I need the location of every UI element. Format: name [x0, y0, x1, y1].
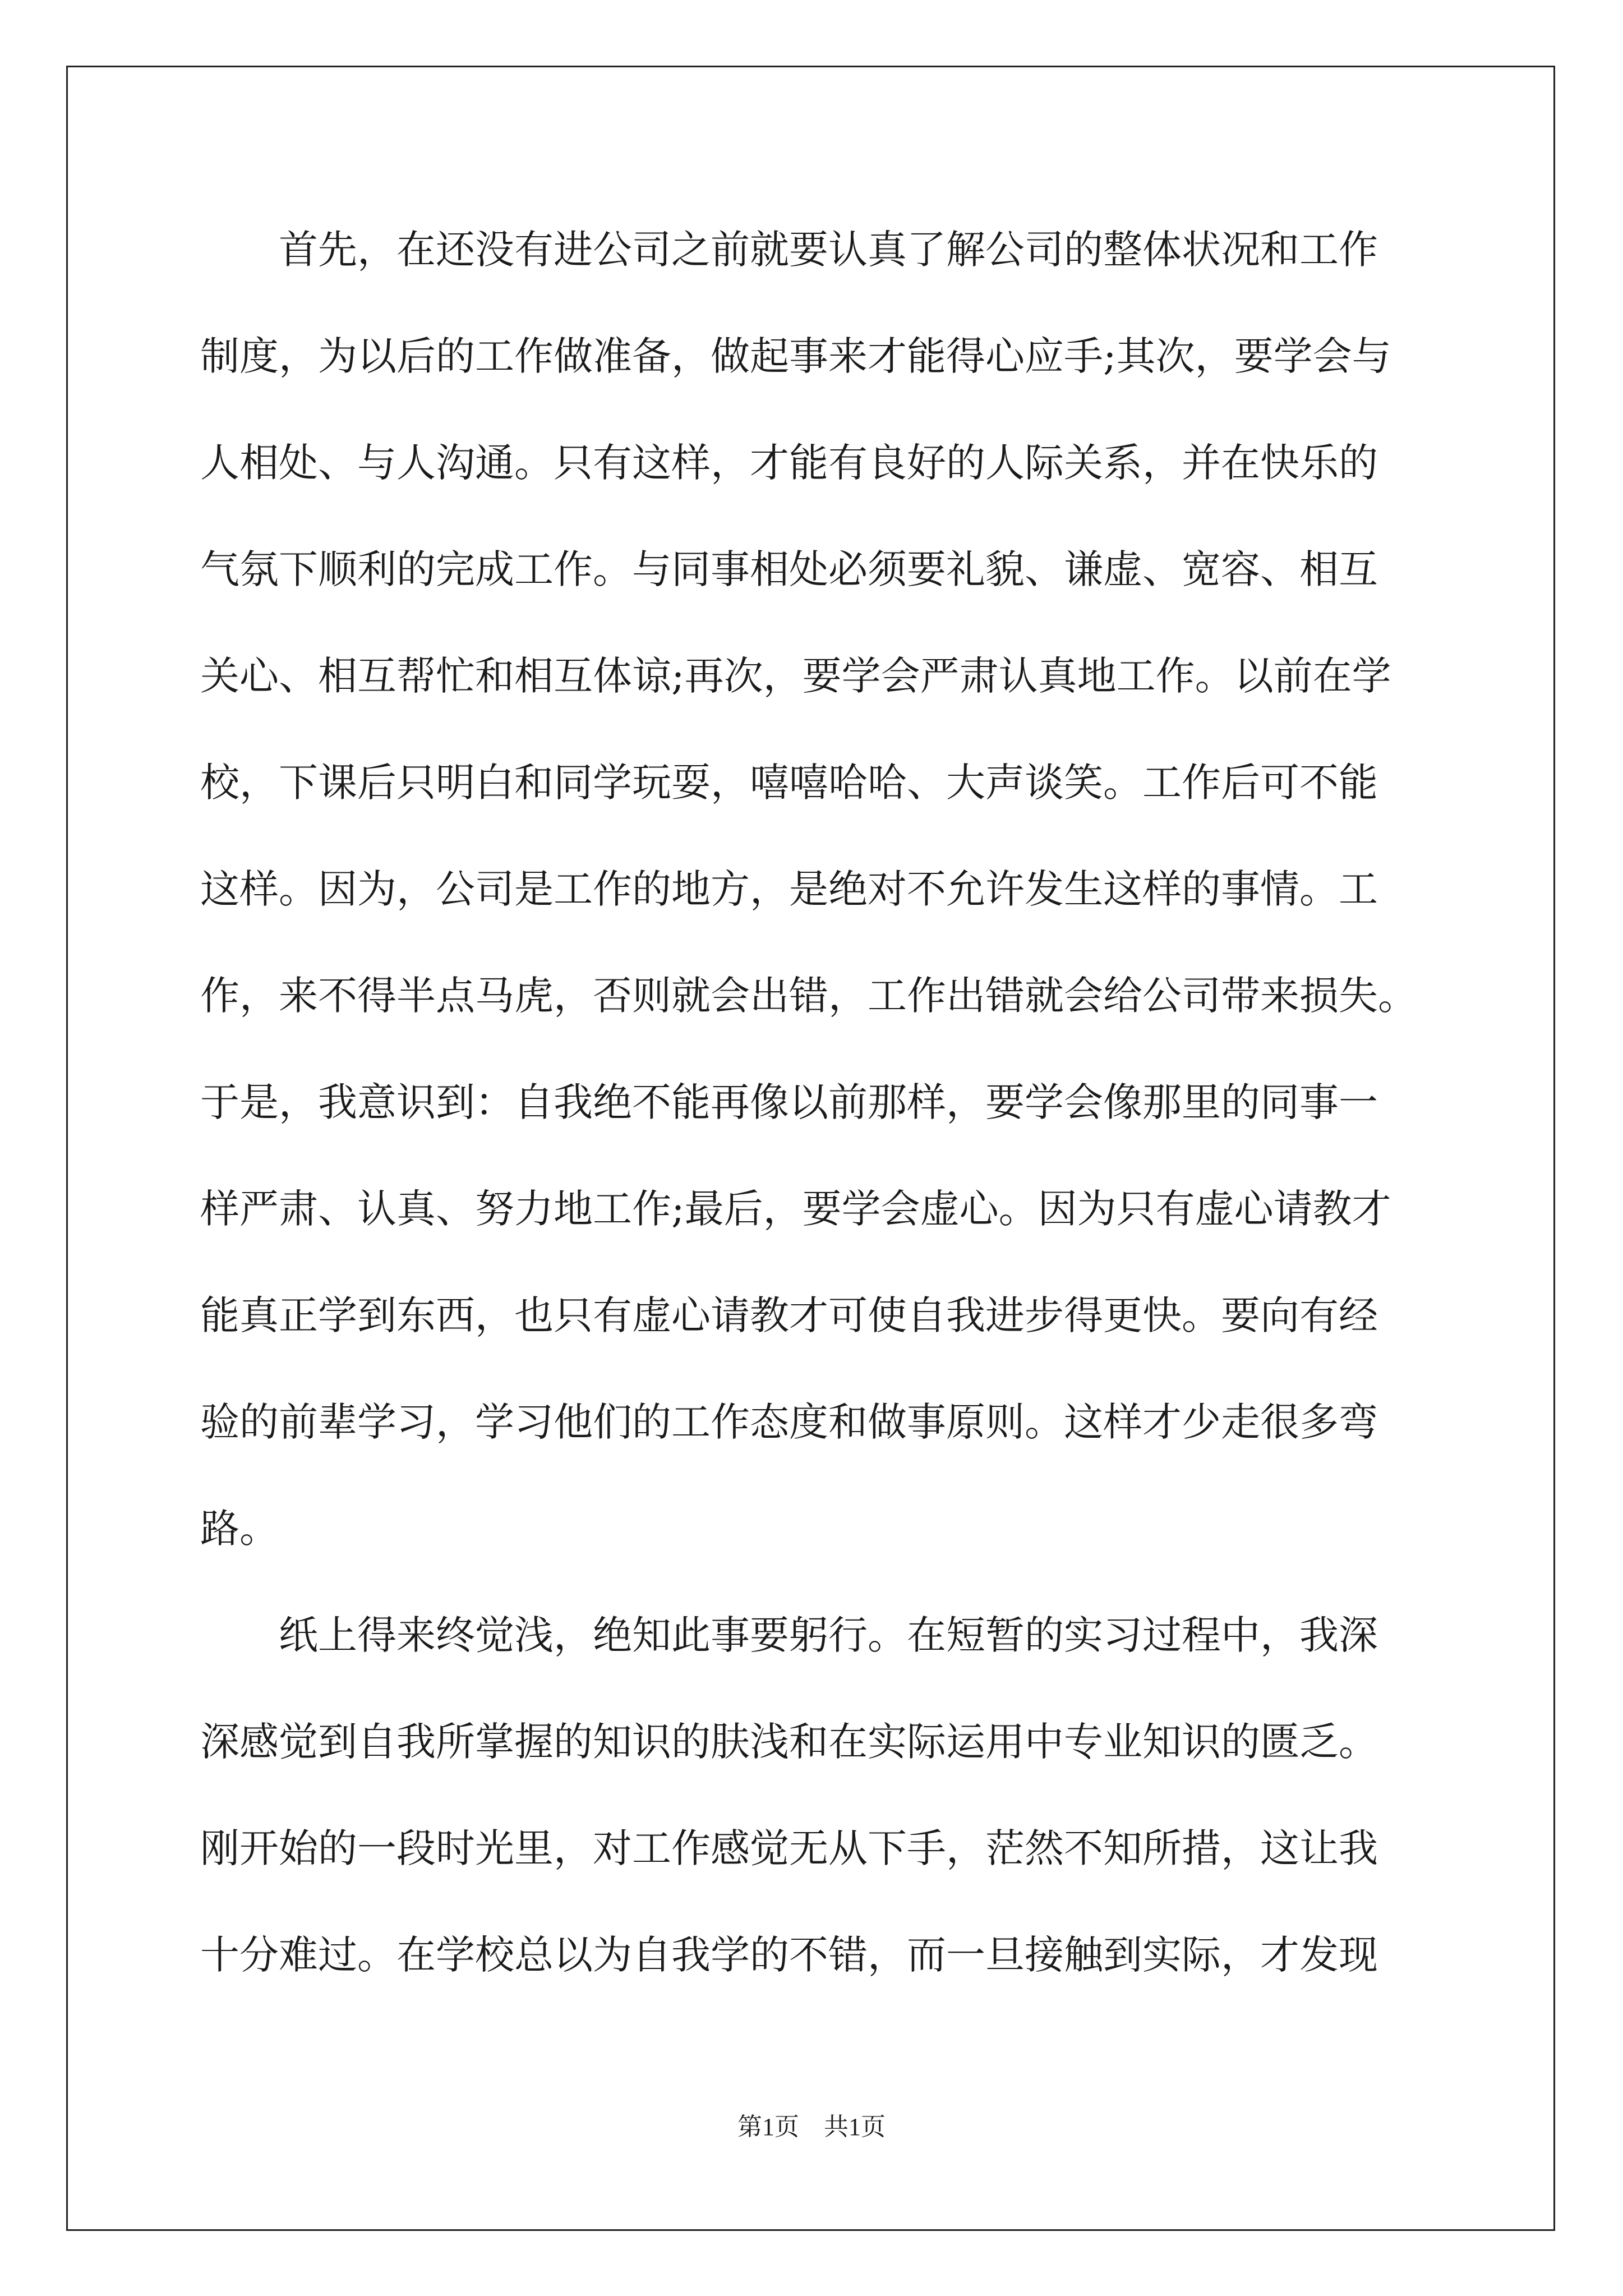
paragraph-1-line: 路。: [200, 1506, 279, 1552]
paragraph-1-line: 验的前辈学习，学习他们的工作态度和做事原则。这样才少走很多弯: [200, 1399, 1378, 1445]
paragraph-1-line: 校，下课后只明白和同学玩耍，嘻嘻哈哈、大声谈笑。工作后可不能: [200, 760, 1378, 806]
paragraph-1-line: 于是，我意识到：自我绝不能再像以前那样，要学会像那里的同事一: [200, 1079, 1378, 1125]
paragraph-1-line: 样严肃、认真、努力地工作;最后，要学会虚心。因为只有虚心请教才: [200, 1186, 1391, 1232]
paragraph-2-line: 十分难过。在学校总以为自我学的不错，而一旦接触到实际，才发现: [200, 1932, 1378, 1978]
paragraph-1-line: 能真正学到东西，也只有虚心请教才可使自我进步得更快。要向有经: [200, 1292, 1378, 1338]
paragraph-1-line: 气氛下顺利的完成工作。与同事相处必须要礼貌、谦虚、宽容、相互: [200, 546, 1378, 592]
page-number-footer: 第1页 共1页: [737, 2113, 886, 2141]
paragraph-2-line: 深感觉到自我所掌握的知识的肤浅和在实际运用中专业知识的匮乏。: [200, 1719, 1378, 1765]
paragraph-2-line: 刚开始的一段时光里，对工作感觉无从下手，茫然不知所措，这让我: [200, 1825, 1378, 1871]
document-body: [200, 208, 1434, 2019]
paragraph-1-line: 这样。因为，公司是工作的地方，是绝对不允许发生这样的事情。工: [200, 866, 1378, 912]
paragraph-1-line: 作，来不得半点马虎，否则就会出错，工作出错就会给公司带来损失。: [200, 973, 1417, 1019]
paragraph-1-line: 关心、相互帮忙和相互体谅;再次，要学会严肃认真地工作。以前在学: [200, 653, 1391, 699]
paragraph-1-line: 人相处、与人沟通。只有这样，才能有良好的人际关系，并在快乐的: [200, 440, 1378, 486]
paragraph-1-line: 首先，在还没有进公司之前就要认真了解公司的整体状况和工作: [279, 227, 1378, 273]
paragraph-2-line: 纸上得来终觉浅，绝知此事要躬行。在短暂的实习过程中，我深: [279, 1612, 1378, 1658]
paragraph-1-line: 制度，为以后的工作做准备，做起事来才能得心应手;其次，要学会与: [200, 333, 1391, 379]
